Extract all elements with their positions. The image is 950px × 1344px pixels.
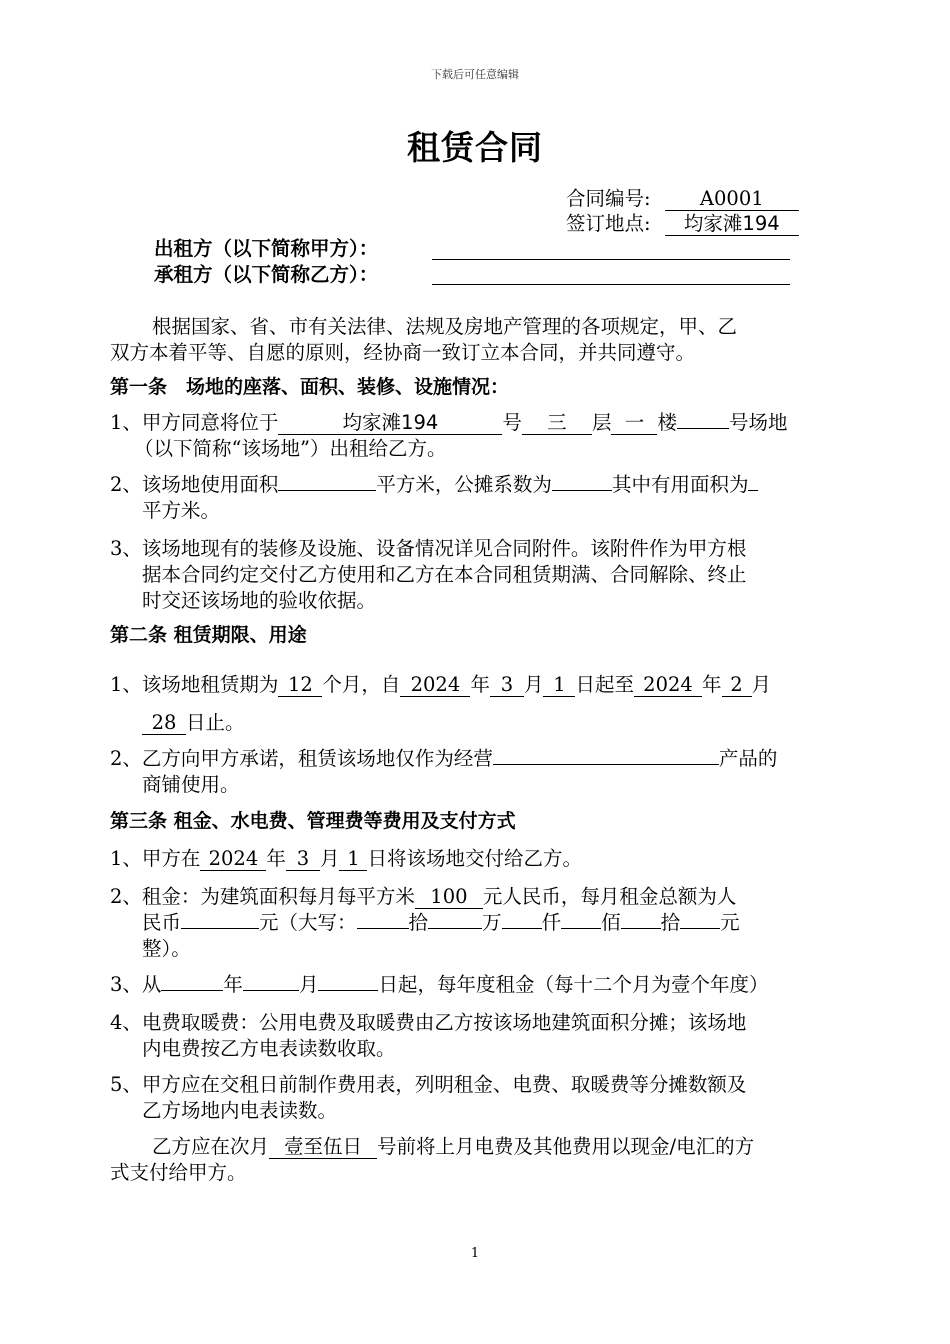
a3c2-text: 仟 (541, 911, 562, 934)
signing-place-row (566, 211, 799, 237)
a3-clause-4-line: 4、电费取暖费：公用电费及取暖费由乙方按该场地建筑面积分摊；该场地 (110, 1011, 747, 1034)
header-note: 下载后可任意编辑 (431, 68, 519, 81)
a2c1-end-day: 28 (142, 712, 186, 735)
a3-clause-2-line3: 整）。 (142, 937, 191, 960)
a2-clause-2-line2: 商铺使用。 (142, 773, 240, 796)
a2c1-months: 12 (278, 674, 322, 697)
a1c1-text: 号 (502, 411, 522, 434)
a2-clause-1 (110, 672, 771, 698)
a3-clause-5-line: 乙方场地内电表读数。 (142, 1099, 338, 1122)
a2c1-text: 月 (751, 673, 772, 696)
a3c2-blank (357, 928, 409, 929)
article-2-heading: 第二条 租赁期限、用途 (110, 624, 307, 646)
a2c1-text: 日起至 (575, 673, 634, 696)
payment-terms (152, 1134, 754, 1160)
a3-clause-2-line2 (142, 910, 740, 936)
pay-text: 乙方应在次月 (152, 1135, 270, 1158)
a2c1-end-year: 2024 (634, 674, 702, 697)
a3c2-text: 万 (482, 911, 502, 934)
a1c1-floor: 三 (522, 412, 592, 435)
a2c2-text: 2、乙方向甲方承诺，租赁该场地仅作为经营 (110, 747, 493, 770)
pay-days: 壹至伍日 (269, 1136, 377, 1159)
a3c2-blank (502, 928, 542, 929)
a3c3-text: 3、从 (110, 973, 162, 996)
a3c3-blank (243, 990, 299, 991)
a3c1-text: 1、甲方在 (110, 847, 201, 870)
a1c1-building: 一 (611, 412, 657, 435)
a3c2-text: 元 (720, 911, 740, 934)
a3c3-text: 日起，每年度租金（每十二个月为壹个年度） (378, 973, 769, 996)
a3-clause-4-line: 内电费按乙方电表读数收取。 (142, 1037, 396, 1060)
a3c2-price: 100 (415, 886, 483, 909)
a1-clause-2-line2: 平方米。 (142, 499, 221, 522)
a3c2-total-blank (181, 928, 259, 929)
contract-number-label: 合同编号: (566, 187, 651, 210)
a1-clause-3-line: 3、该场地现有的装修及设施、设备情况详见合同附件。该附件作为甲方根 (110, 537, 747, 560)
a3c1-text: 日将该场地交付给乙方。 (367, 847, 582, 870)
document-title: 租赁合同 (407, 128, 543, 167)
a3c2-text: 拾 (660, 911, 681, 934)
a1c1-text: 1、甲方同意将位于 (110, 411, 279, 434)
a3c3-text: 年 (223, 973, 243, 996)
a1c1-text: 层 (591, 411, 612, 434)
a3-clause-3 (110, 972, 768, 998)
a3c2-text: 民币 (142, 911, 182, 934)
a1c2-area-blank (278, 490, 376, 491)
article-3-heading: 第三条 租金、水电费、管理费等费用及支付方式 (110, 810, 516, 832)
a1c2-coef-blank (552, 490, 612, 491)
a3c3-blank (318, 990, 378, 991)
lessor-blank (432, 259, 790, 260)
a2c1-text: 1、该场地租赁期为 (110, 673, 279, 696)
a1c1-text: 楼 (657, 411, 677, 434)
a3c1-day: 1 (339, 848, 367, 871)
a3c2-text: 元（大写： (259, 911, 357, 934)
a2c1-text: 日止。 (186, 711, 245, 734)
a2-clause-2 (110, 746, 777, 772)
a3c2-text: 元人民币，每月租金总额为人 (482, 885, 737, 908)
a2c1-start-day: 1 (543, 674, 575, 697)
a2c1-end-month: 2 (722, 674, 752, 697)
a2c1-text: 个月，自 (322, 673, 401, 696)
a1c2-text: 其中有用面积为 (611, 473, 749, 496)
a1c1-text: 号场地 (728, 411, 788, 434)
signing-place-value: 均家滩194 (665, 213, 799, 236)
a3-clause-1 (110, 846, 582, 872)
preamble-line: 根据国家、省、市有关法律、法规及房地产管理的各项规定，甲、乙 (152, 315, 738, 338)
a2c2-text: 产品的 (718, 747, 778, 770)
a3c2-text: 拾 (408, 911, 429, 934)
contract-number-value: A0001 (665, 188, 799, 211)
a1-clause-1-line2: （以下简称“该场地”）出租给乙方。 (134, 437, 447, 460)
article-1-heading: 第一条 场地的座落、面积、装修、设施情况： (110, 376, 510, 398)
a1-clause-3-line: 时交还该场地的验收依据。 (142, 589, 377, 612)
a3c2-blank (428, 928, 482, 929)
a3c3-blank (161, 990, 223, 991)
a3-clause-2 (110, 884, 736, 910)
preamble-line: 双方本着平等、自愿的原则，经协商一致订立本合同，并共同遵守。 (110, 341, 696, 364)
payment-terms-line2: 式支付给甲方。 (110, 1161, 247, 1184)
a2-clause-1-line2 (142, 710, 245, 736)
a2c1-text: 年 (470, 673, 490, 696)
a1c2-text: 平方米，公摊系数为 (376, 473, 552, 496)
a1c2-useful-blank (748, 490, 758, 491)
a3c1-text: 月 (319, 847, 340, 870)
lessee-row (154, 262, 378, 288)
lessee-blank (432, 284, 790, 285)
a2c1-text: 年 (701, 673, 722, 696)
lessor-row (154, 236, 378, 262)
a1c2-text: 2、该场地使用面积 (110, 473, 279, 496)
a1c1-blank (677, 428, 729, 429)
a1-clause-1 (110, 410, 787, 436)
a3c2-text: 2、租金：为建筑面积每月每平方米 (110, 885, 415, 908)
a2c2-product-blank (493, 764, 719, 765)
a2c1-text: 月 (523, 673, 544, 696)
page-number: 1 (470, 1246, 480, 1261)
lessor-label: 出租方（以下简称甲方）： (154, 237, 379, 260)
a2c1-start-month: 3 (490, 674, 524, 697)
a3c2-text: 佰 (601, 911, 621, 934)
a3c2-blank (561, 928, 601, 929)
a3c1-text: 年 (266, 847, 286, 870)
a3c2-blank (680, 928, 720, 929)
a1c1-address: 均家滩194 (278, 412, 502, 435)
a3c2-blank (621, 928, 661, 929)
a1-clause-3-line: 据本合同约定交付乙方使用和乙方在本合同租赁期满、合同解除、终止 (142, 563, 747, 586)
lessee-label: 承租方（以下简称乙方）： (154, 263, 379, 286)
pay-text: 号前将上月电费及其他费用以现金/电汇的方 (377, 1135, 755, 1158)
a3c1-year: 2024 (200, 848, 266, 871)
a3-clause-5-line: 5、甲方应在交租日前制作费用表，列明租金、电费、取暖费等分摊数额及 (110, 1073, 747, 1096)
a1-clause-2 (110, 472, 758, 498)
signing-place-label: 签订地点: (566, 212, 651, 235)
a3c1-month: 3 (286, 848, 320, 871)
a3c3-text: 月 (298, 973, 319, 996)
a2c1-start-year: 2024 (400, 674, 470, 697)
contract-number-row (566, 186, 799, 212)
